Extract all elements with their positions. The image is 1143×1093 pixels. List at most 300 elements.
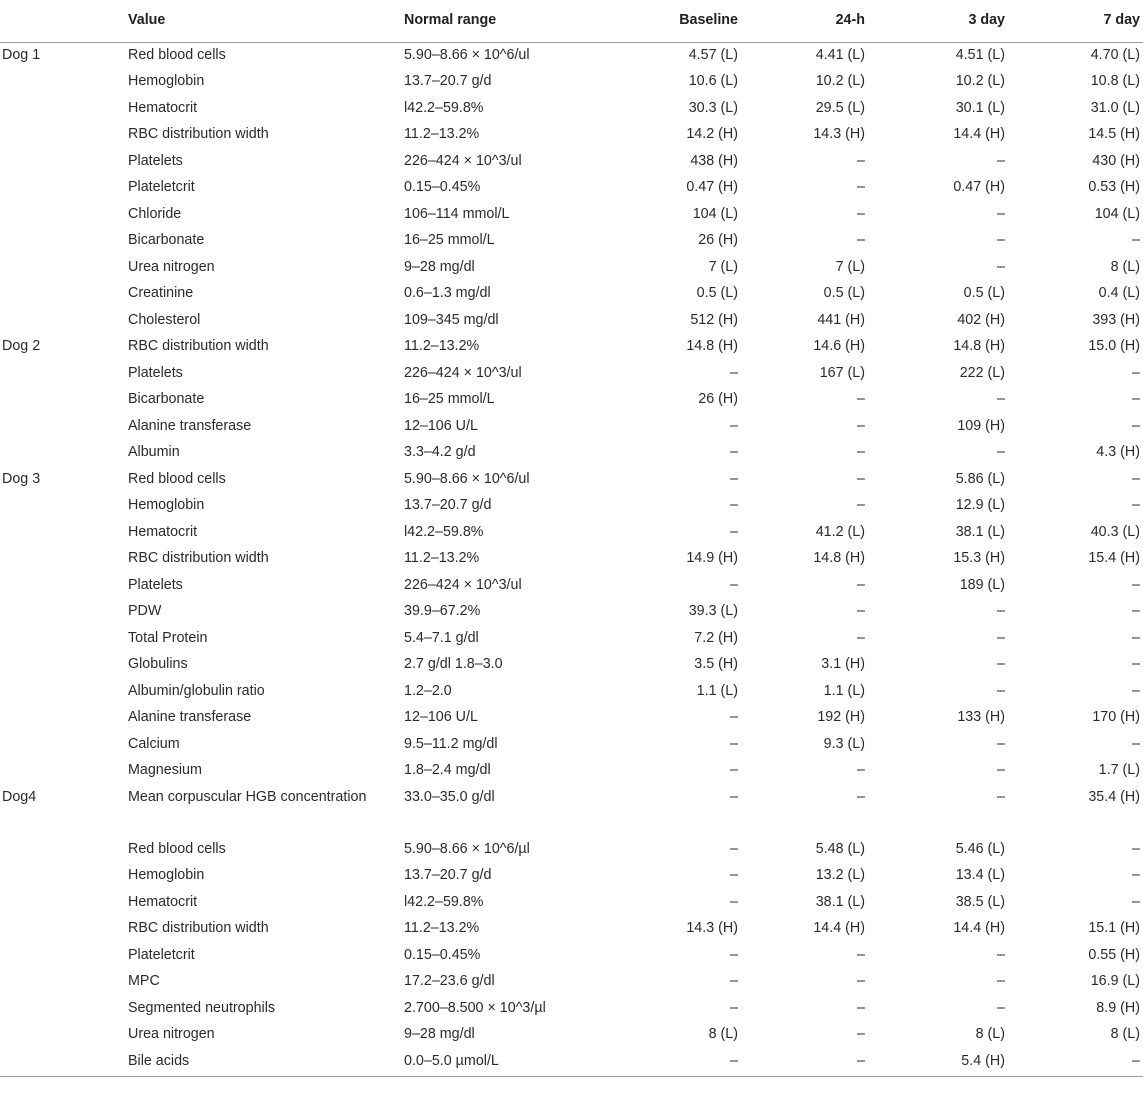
3-day-cell: 14.4 (H) bbox=[953, 920, 1005, 936]
7-day-cell: – bbox=[1005, 1049, 1143, 1077]
value-cell: RBC distribution width bbox=[128, 920, 269, 936]
value-cell: Platelets bbox=[128, 576, 183, 593]
table-row bbox=[0, 69, 1143, 96]
24h-cell: – bbox=[857, 629, 865, 646]
baseline-cell: 3.5 (H) bbox=[694, 656, 738, 672]
header-dog bbox=[0, 4, 122, 43]
dog-cell bbox=[0, 573, 122, 600]
value-cell: Calcium bbox=[128, 735, 180, 752]
baseline-cell: – bbox=[730, 973, 738, 989]
normal-range-cell: 109–345 mg/dl bbox=[404, 311, 499, 328]
normal-range-cell: 13.7–20.7 g/d bbox=[404, 497, 492, 513]
dog-cell: Dog 2 bbox=[2, 338, 41, 354]
7-day-cell: 4.3 (H) bbox=[1096, 444, 1140, 460]
table-row bbox=[0, 863, 1143, 890]
3-day-cell: – bbox=[997, 391, 1005, 407]
dog-cell bbox=[0, 308, 122, 335]
dog-cell: Dog4 bbox=[2, 788, 37, 805]
3-day-cell: 8 (L) bbox=[975, 1026, 1005, 1042]
value-cell: Red blood cells bbox=[128, 47, 226, 63]
normal-range-cell: 106–114 mmol/L bbox=[404, 205, 510, 222]
24h-cell: – bbox=[857, 973, 865, 989]
table-row bbox=[0, 705, 1143, 732]
normal-range-cell: 0.6–1.3 mg/dl bbox=[404, 285, 491, 301]
baseline-cell: – bbox=[628, 1049, 738, 1077]
normal-range-cell: 12–106 U/L bbox=[404, 709, 478, 725]
normal-range-cell: 13.7–20.7 g/d bbox=[404, 867, 492, 883]
7-day-cell: – bbox=[1132, 576, 1140, 593]
table-row bbox=[0, 149, 1143, 176]
value-cell: Plateletcrit bbox=[128, 179, 195, 195]
24h-cell: – bbox=[857, 788, 865, 805]
baseline-cell: 7.2 (H) bbox=[694, 629, 738, 646]
dog-cell bbox=[0, 414, 122, 441]
24h-cell: 1.1 (L) bbox=[823, 682, 865, 699]
dog-cell bbox=[0, 281, 122, 308]
dog-cell bbox=[0, 969, 122, 996]
baseline-cell: 14.9 (H) bbox=[686, 550, 738, 566]
7-day-cell: 40.3 (L) bbox=[1090, 523, 1140, 540]
normal-range-cell: 5.4–7.1 g/dl bbox=[404, 629, 479, 646]
dog-cell bbox=[0, 69, 122, 96]
baseline-cell: – bbox=[730, 788, 738, 805]
3-day-cell: – bbox=[997, 973, 1005, 989]
header-baseline: Baseline bbox=[628, 4, 738, 43]
dog-cell bbox=[0, 493, 122, 520]
table-header-row bbox=[0, 4, 1143, 43]
7-day-cell: – bbox=[1132, 232, 1140, 248]
dog-cell bbox=[0, 387, 122, 414]
value-cell: Hemoglobin bbox=[128, 867, 205, 883]
normal-range-cell: l42.2–59.8% bbox=[404, 893, 484, 910]
baseline-cell: 14.2 (H) bbox=[686, 126, 738, 142]
value-cell: Segmented neutrophils bbox=[128, 999, 276, 1016]
3-day-cell: 5.86 (L) bbox=[955, 470, 1005, 487]
table-row bbox=[0, 996, 1143, 1023]
value-cell: Platelets bbox=[128, 364, 183, 381]
value-cell: Hemoglobin bbox=[128, 73, 205, 89]
baseline-cell: 512 (H) bbox=[690, 311, 738, 328]
value-cell: Bile acids bbox=[122, 1049, 404, 1077]
baseline-cell: 26 (H) bbox=[698, 232, 738, 248]
7-day-cell: 430 (H) bbox=[1092, 152, 1140, 169]
7-day-cell: – bbox=[1132, 735, 1140, 752]
table-row bbox=[0, 43, 1143, 70]
7-day-cell: 0.4 (L) bbox=[1098, 285, 1140, 301]
3-day-cell: – bbox=[997, 205, 1005, 222]
3-day-cell: – bbox=[997, 629, 1005, 646]
3-day-cell: – bbox=[997, 152, 1005, 169]
value-cell: Hemoglobin bbox=[128, 497, 205, 513]
value-cell: RBC distribution width bbox=[128, 338, 269, 354]
24h-cell: – bbox=[857, 1026, 865, 1042]
24h-cell: – bbox=[857, 232, 865, 248]
baseline-cell: 438 (H) bbox=[690, 152, 738, 169]
table-row bbox=[0, 122, 1143, 149]
baseline-cell: 8 (L) bbox=[708, 1026, 738, 1042]
7-day-cell: 4.70 (L) bbox=[1090, 47, 1140, 63]
24h-cell: 41.2 (L) bbox=[815, 523, 865, 540]
table-row bbox=[0, 96, 1143, 123]
dog-cell bbox=[0, 996, 122, 1023]
24h-cell: – bbox=[857, 603, 865, 619]
24h-cell: 13.2 (L) bbox=[815, 867, 865, 883]
normal-range-cell: l42.2–59.8% bbox=[404, 523, 484, 540]
normal-range-cell: l42.2–59.8% bbox=[404, 99, 484, 116]
3-day-cell: 4.51 (L) bbox=[955, 47, 1005, 63]
normal-range-cell: 12–106 U/L bbox=[404, 417, 478, 434]
normal-range-cell: 9–28 mg/dl bbox=[404, 258, 475, 275]
normal-range-cell: 0.0–5.0 µmol/L bbox=[404, 1049, 628, 1077]
table-row bbox=[0, 732, 1143, 759]
7-day-cell: 15.4 (H) bbox=[1088, 550, 1140, 566]
table-row bbox=[0, 334, 1143, 361]
baseline-cell: 14.8 (H) bbox=[686, 338, 738, 354]
table-row bbox=[0, 467, 1143, 494]
baseline-cell: – bbox=[730, 417, 738, 434]
baseline-cell: – bbox=[730, 735, 738, 752]
24h-cell: – bbox=[857, 762, 865, 778]
dog-cell bbox=[0, 652, 122, 679]
24h-cell: 14.6 (H) bbox=[813, 338, 865, 354]
baseline-cell: – bbox=[730, 444, 738, 460]
table-row bbox=[0, 414, 1143, 441]
normal-range-cell: 2.7 g/dl 1.8–3.0 bbox=[404, 656, 503, 672]
table-row bbox=[0, 361, 1143, 388]
dog-cell bbox=[0, 863, 122, 890]
7-day-cell: – bbox=[1132, 682, 1140, 699]
header-value: Value bbox=[122, 4, 404, 43]
dog-cell bbox=[0, 361, 122, 388]
value-cell: Bicarbonate bbox=[128, 232, 205, 248]
3-day-cell: 15.3 (H) bbox=[953, 550, 1005, 566]
7-day-cell: 104 (L) bbox=[1094, 205, 1140, 222]
normal-range-cell: 5.90–8.66 × 10^6/ul bbox=[404, 470, 530, 487]
dog-cell bbox=[0, 758, 122, 785]
value-cell: Total Protein bbox=[128, 629, 208, 646]
baseline-cell: 26 (H) bbox=[698, 391, 738, 407]
baseline-cell: – bbox=[730, 497, 738, 513]
3-day-cell: – bbox=[997, 232, 1005, 248]
dog-cell: Dog 1 bbox=[2, 47, 41, 63]
3-day-cell: – bbox=[997, 603, 1005, 619]
header-7-day: 7 day bbox=[1005, 4, 1143, 43]
normal-range-cell: 5.90–8.66 × 10^6/ul bbox=[404, 47, 530, 63]
dog-cell bbox=[0, 916, 122, 943]
dog-cell bbox=[0, 546, 122, 573]
24h-cell: 0.5 (L) bbox=[823, 285, 865, 301]
dog-cell bbox=[0, 837, 122, 864]
value-cell: Chloride bbox=[128, 205, 182, 222]
3-day-cell: – bbox=[997, 999, 1005, 1016]
7-day-cell: 1.7 (L) bbox=[1098, 762, 1140, 778]
3-day-cell: 0.5 (L) bbox=[963, 285, 1005, 301]
baseline-cell: 10.6 (L) bbox=[688, 73, 738, 89]
dog-cell bbox=[0, 520, 122, 547]
24h-cell: – bbox=[857, 444, 865, 460]
7-day-cell: – bbox=[1132, 497, 1140, 513]
24h-cell: – bbox=[857, 470, 865, 487]
3-day-cell: – bbox=[997, 656, 1005, 672]
normal-range-cell: 0.15–0.45% bbox=[404, 946, 481, 963]
7-day-cell: – bbox=[1132, 391, 1140, 407]
value-cell: MPC bbox=[128, 973, 160, 989]
table-row bbox=[0, 202, 1143, 229]
value-cell: Red blood cells bbox=[128, 840, 226, 857]
3-day-cell: 30.1 (L) bbox=[955, 99, 1005, 116]
dog-cell bbox=[0, 679, 122, 706]
7-day-cell: 31.0 (L) bbox=[1090, 99, 1140, 116]
value-cell: Plateletcrit bbox=[128, 946, 195, 963]
value-cell: Urea nitrogen bbox=[128, 258, 215, 275]
value-cell: Red blood cells bbox=[128, 470, 226, 487]
7-day-cell: – bbox=[1132, 470, 1140, 487]
dog-cell bbox=[0, 96, 122, 123]
baseline-cell: – bbox=[730, 470, 738, 487]
table-row bbox=[0, 943, 1143, 970]
24h-cell: 14.3 (H) bbox=[813, 126, 865, 142]
24h-cell: 167 (L) bbox=[819, 364, 865, 381]
7-day-cell: – bbox=[1132, 364, 1140, 381]
table-row bbox=[0, 493, 1143, 520]
3-day-cell: 5.4 (H) bbox=[865, 1049, 1005, 1077]
header-3-day: 3 day bbox=[865, 4, 1005, 43]
value-cell: PDW bbox=[128, 603, 162, 619]
7-day-cell: 170 (H) bbox=[1092, 709, 1140, 725]
baseline-cell: – bbox=[730, 762, 738, 778]
24h-cell: – bbox=[857, 205, 865, 222]
value-cell: Alanine transferase bbox=[128, 709, 252, 725]
baseline-cell: 0.5 (L) bbox=[696, 285, 738, 301]
3-day-cell: 0.47 (H) bbox=[953, 179, 1005, 195]
normal-range-cell: 226–424 × 10^3/ul bbox=[404, 364, 522, 381]
value-cell: RBC distribution width bbox=[128, 550, 269, 566]
normal-range-cell: 11.2–13.2% bbox=[404, 920, 480, 936]
baseline-cell: – bbox=[730, 946, 738, 963]
table-row bbox=[0, 652, 1143, 679]
value-cell: Platelets bbox=[128, 152, 183, 169]
table-row bbox=[0, 679, 1143, 706]
baseline-cell: – bbox=[730, 893, 738, 910]
value-cell: Mean corpuscular HGB concentration bbox=[128, 788, 367, 805]
normal-range-cell: 39.9–67.2% bbox=[404, 603, 481, 619]
dog-cell bbox=[0, 732, 122, 759]
table-row bbox=[0, 969, 1143, 996]
value-cell: Hematocrit bbox=[128, 893, 198, 910]
value-cell: Magnesium bbox=[128, 762, 202, 778]
table-row bbox=[0, 1049, 1143, 1077]
dog-cell bbox=[0, 440, 122, 467]
24h-cell: – bbox=[857, 497, 865, 513]
7-day-cell: – bbox=[1132, 893, 1140, 910]
dog-cell bbox=[0, 1022, 122, 1049]
normal-range-cell: 16–25 mmol/L bbox=[404, 232, 495, 248]
7-day-cell: – bbox=[1132, 656, 1140, 672]
table-row bbox=[0, 785, 1143, 837]
table-row bbox=[0, 546, 1143, 573]
normal-range-cell: 1.8–2.4 mg/dl bbox=[404, 762, 491, 778]
24h-cell: 7 (L) bbox=[835, 258, 865, 275]
table-row bbox=[0, 387, 1143, 414]
3-day-cell: 12.9 (L) bbox=[955, 497, 1005, 513]
7-day-cell: 15.0 (H) bbox=[1088, 338, 1140, 354]
dog-cell bbox=[0, 626, 122, 653]
value-cell: Albumin/globulin ratio bbox=[128, 682, 265, 699]
value-cell: RBC distribution width bbox=[128, 126, 269, 142]
baseline-cell: 104 (L) bbox=[692, 205, 738, 222]
dog-cell bbox=[0, 1049, 122, 1077]
baseline-cell: – bbox=[730, 999, 738, 1016]
24h-cell: 29.5 (L) bbox=[815, 99, 865, 116]
7-day-cell: 16.9 (L) bbox=[1090, 973, 1140, 989]
7-day-cell: 10.8 (L) bbox=[1090, 73, 1140, 89]
normal-range-cell: 5.90–8.66 × 10^6/µl bbox=[404, 840, 530, 857]
7-day-cell: – bbox=[1132, 867, 1140, 883]
dog-cell bbox=[0, 890, 122, 917]
24h-cell: 441 (H) bbox=[817, 311, 865, 328]
7-day-cell: – bbox=[1132, 417, 1140, 434]
value-cell: Alanine transferase bbox=[128, 417, 252, 434]
3-day-cell: – bbox=[997, 258, 1005, 275]
normal-range-cell: 13.7–20.7 g/d bbox=[404, 73, 492, 89]
3-day-cell: 5.46 (L) bbox=[955, 840, 1005, 857]
7-day-cell: – bbox=[1132, 603, 1140, 619]
7-day-cell: – bbox=[1132, 840, 1140, 857]
value-cell: Globulins bbox=[128, 656, 188, 672]
3-day-cell: 189 (L) bbox=[959, 576, 1005, 593]
header-24h: 24-h bbox=[738, 4, 865, 43]
baseline-cell: – bbox=[730, 840, 738, 857]
table-row bbox=[0, 573, 1143, 600]
normal-range-cell: 3.3–4.2 g/d bbox=[404, 444, 476, 460]
value-cell: Hematocrit bbox=[128, 523, 198, 540]
24h-cell: 9.3 (L) bbox=[823, 735, 865, 752]
3-day-cell: – bbox=[997, 444, 1005, 460]
normal-range-cell: 11.2–13.2% bbox=[404, 126, 480, 142]
baseline-cell: 4.57 (L) bbox=[688, 47, 738, 63]
baseline-cell: 30.3 (L) bbox=[688, 99, 738, 116]
dog-cell bbox=[0, 705, 122, 732]
normal-range-cell: 2.700–8.500 × 10^3/µl bbox=[404, 999, 546, 1016]
table-body bbox=[0, 43, 1143, 1077]
7-day-cell: 0.55 (H) bbox=[1088, 946, 1140, 963]
3-day-cell: – bbox=[997, 682, 1005, 699]
3-day-cell: 10.2 (L) bbox=[955, 73, 1005, 89]
table-row bbox=[0, 837, 1143, 864]
7-day-cell: 8.9 (H) bbox=[1096, 999, 1140, 1016]
dog-cell bbox=[0, 122, 122, 149]
3-day-cell: 14.4 (H) bbox=[953, 126, 1005, 142]
table-row bbox=[0, 175, 1143, 202]
baseline-cell: – bbox=[730, 364, 738, 381]
normal-range-cell: 9.5–11.2 mg/dl bbox=[404, 735, 498, 752]
dog-cell bbox=[0, 175, 122, 202]
normal-range-cell: 11.2–13.2% bbox=[404, 338, 480, 354]
7-day-cell: 8 (L) bbox=[1110, 258, 1140, 275]
3-day-cell: 133 (H) bbox=[957, 709, 1005, 725]
value-cell: Albumin bbox=[128, 444, 180, 460]
baseline-cell: – bbox=[730, 523, 738, 540]
table-row bbox=[0, 890, 1143, 917]
3-day-cell: – bbox=[997, 735, 1005, 752]
24h-cell: – bbox=[857, 417, 865, 434]
value-cell: Creatinine bbox=[128, 285, 194, 301]
24h-cell: 3.1 (H) bbox=[821, 656, 865, 672]
table-row bbox=[0, 281, 1143, 308]
24h-cell: 14.8 (H) bbox=[813, 550, 865, 566]
7-day-cell: 35.4 (H) bbox=[1088, 788, 1140, 805]
7-day-cell: 14.5 (H) bbox=[1088, 126, 1140, 142]
table-row bbox=[0, 308, 1143, 335]
3-day-cell: 222 (L) bbox=[959, 364, 1005, 381]
normal-range-cell: 226–424 × 10^3/ul bbox=[404, 576, 522, 593]
dog-cell bbox=[0, 943, 122, 970]
3-day-cell: – bbox=[997, 762, 1005, 778]
24h-cell: – bbox=[857, 576, 865, 593]
24h-cell: – bbox=[738, 1049, 865, 1077]
normal-range-cell: 9–28 mg/dl bbox=[404, 1026, 475, 1042]
7-day-cell: 393 (H) bbox=[1092, 311, 1140, 328]
table-row bbox=[0, 440, 1143, 467]
24h-cell: – bbox=[857, 152, 865, 169]
24h-cell: – bbox=[857, 179, 865, 195]
baseline-cell: 0.47 (H) bbox=[686, 179, 738, 195]
3-day-cell: 109 (H) bbox=[957, 417, 1005, 434]
normal-range-cell: 11.2–13.2% bbox=[404, 550, 480, 566]
header-normal-range: Normal range bbox=[404, 4, 628, 43]
dog-cell bbox=[0, 599, 122, 626]
value-cell: Hematocrit bbox=[128, 99, 198, 116]
baseline-cell: 1.1 (L) bbox=[696, 682, 738, 699]
dog-cell bbox=[0, 228, 122, 255]
7-day-cell: 8 (L) bbox=[1110, 1026, 1140, 1042]
table-row bbox=[0, 916, 1143, 943]
lab-values-table bbox=[0, 4, 1143, 1077]
table-row bbox=[0, 626, 1143, 653]
baseline-cell: – bbox=[730, 576, 738, 593]
24h-cell: – bbox=[857, 946, 865, 963]
normal-range-cell: 226–424 × 10^3/ul bbox=[404, 152, 522, 169]
24h-cell: 14.4 (H) bbox=[813, 920, 865, 936]
baseline-cell: 7 (L) bbox=[708, 258, 738, 275]
7-day-cell: 0.53 (H) bbox=[1088, 179, 1140, 195]
normal-range-cell: 0.15–0.45% bbox=[404, 179, 481, 195]
normal-range-cell: 17.2–23.6 g/dl bbox=[404, 973, 495, 989]
24h-cell: 38.1 (L) bbox=[815, 893, 865, 910]
value-cell: Urea nitrogen bbox=[128, 1026, 215, 1042]
dog-cell: Dog 3 bbox=[2, 470, 41, 487]
3-day-cell: 14.8 (H) bbox=[953, 338, 1005, 354]
baseline-cell: 39.3 (L) bbox=[688, 603, 738, 619]
dog-cell bbox=[0, 255, 122, 282]
baseline-cell: 14.3 (H) bbox=[686, 920, 738, 936]
table-row bbox=[0, 599, 1143, 626]
24h-cell: – bbox=[857, 999, 865, 1016]
value-cell: Bicarbonate bbox=[128, 391, 205, 407]
3-day-cell: 38.5 (L) bbox=[955, 893, 1005, 910]
3-day-cell: 13.4 (L) bbox=[955, 867, 1005, 883]
normal-range-cell: 33.0–35.0 g/dl bbox=[404, 788, 495, 805]
dog-cell bbox=[0, 149, 122, 176]
24h-cell: 10.2 (L) bbox=[815, 73, 865, 89]
table-row bbox=[0, 520, 1143, 547]
3-day-cell: – bbox=[997, 788, 1005, 805]
3-day-cell: 402 (H) bbox=[957, 311, 1005, 328]
24h-cell: 192 (H) bbox=[817, 709, 865, 725]
24h-cell: 5.48 (L) bbox=[815, 840, 865, 857]
table-row bbox=[0, 1022, 1143, 1049]
7-day-cell: 15.1 (H) bbox=[1088, 920, 1140, 936]
